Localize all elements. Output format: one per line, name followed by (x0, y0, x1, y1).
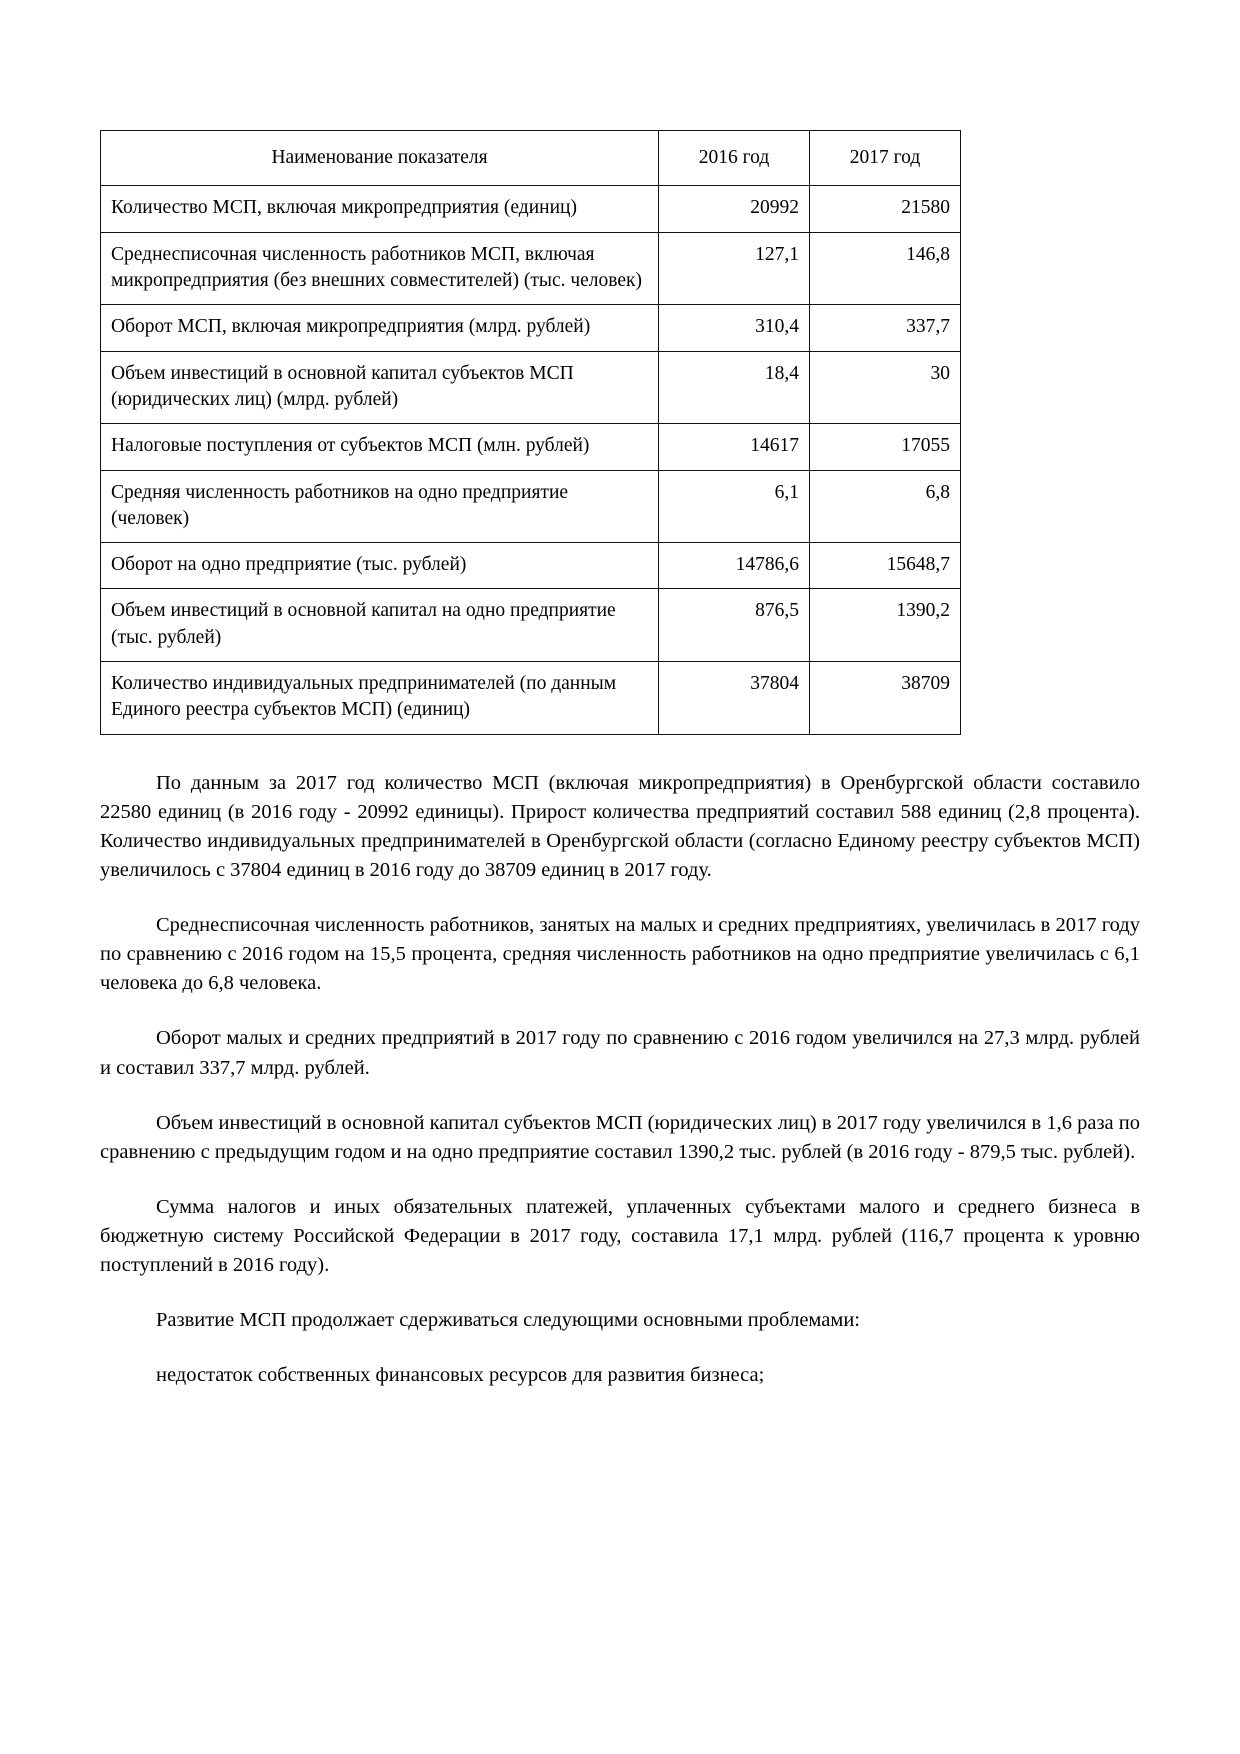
column-header-2016: 2016 год (659, 131, 810, 186)
row-value-2016: 876,5 (659, 589, 810, 662)
paragraph-problems-intro: Развитие МСП продолжает сдерживаться следующими основными проблемами: (156, 1309, 860, 1332)
table-header (101, 131, 961, 186)
column-header-indicator: Наименование показателя (101, 131, 659, 186)
paragraph-sme-count: По данным за 2017 год количество МСП (включая микропредприятия) в Оренбургской области составило 22580 единиц (в 2016 году - 20992 единицы). Прирост количества предприятий составил 588 единиц (2,8 процента). Количество индивидуальных предпринимателей в Оренбургской области (согласно Единому реестру субъектов МСП) увеличилось с 37804 единиц в 2016 году до 38709 единиц в 2017 году. (100, 771, 1140, 882)
table-header-row (101, 131, 961, 186)
paragraph-headcount: Среднесписочная численность работников, занятых на малых и средних предприятиях, увеличилась в 2017 году по сравнению с 2016 годом на 15,5 процента, средняя численность работников на одно предприятие увеличилась с 6,1 человека до 6,8 человека. (100, 914, 1140, 995)
table-row (101, 543, 961, 589)
row-value-2016: 127,1 (659, 232, 810, 305)
row-value-2017: 30 (810, 351, 961, 424)
table-row (101, 589, 961, 662)
row-value-2017: 337,7 (810, 305, 961, 351)
row-label: Среднесписочная численность работников МСП, включая микропредприятия (без внешних совместителей) (тыс. человек) (101, 232, 659, 305)
row-label: Объем инвестиций в основной капитал на одно предприятие (тыс. рублей) (101, 589, 659, 662)
row-value-2017: 17055 (810, 424, 961, 470)
row-label: Оборот на одно предприятие (тыс. рублей) (101, 543, 659, 589)
row-label: Количество индивидуальных предпринимателей (по данным Единого реестра субъектов МСП) (единиц) (101, 662, 659, 735)
body-text (100, 769, 1140, 1391)
row-value-2017: 21580 (810, 186, 961, 232)
row-label: Налоговые поступления от субъектов МСП (млн. рублей) (101, 424, 659, 470)
row-label: Оборот МСП, включая микропредприятия (млрд. рублей) (101, 305, 659, 351)
table-row (101, 351, 961, 424)
paragraph-problem-item-1: недостаток собственных финансовых ресурсов для развития бизнеса; (156, 1364, 765, 1387)
table-row (101, 470, 961, 543)
paragraph-turnover: Оборот малых и средних предприятий в 2017 году по сравнению с 2016 годом увеличился на 27,3 млрд. рублей и составил 337,7 млрд. рублей. (100, 1027, 1140, 1079)
row-value-2016: 18,4 (659, 351, 810, 424)
row-value-2016: 310,4 (659, 305, 810, 351)
column-header-2017: 2017 год (810, 131, 961, 186)
row-value-2016: 20992 (659, 186, 810, 232)
row-value-2016: 14786,6 (659, 543, 810, 589)
paragraph-taxes: Сумма налогов и иных обязательных платежей, уплаченных субъектами малого и среднего бизнеса в бюджетную систему Российской Федерации в 2017 году, составила 17,1 млрд. рублей (116,7 процента к уровню поступлений в 2016 году). (100, 1195, 1140, 1277)
row-value-2016: 6,1 (659, 470, 810, 543)
row-value-2017: 1390,2 (810, 589, 961, 662)
table-row (101, 424, 961, 470)
row-value-2017: 6,8 (810, 470, 961, 543)
table-row (101, 305, 961, 351)
sme-statistics-table (100, 130, 961, 735)
paragraph-investment: Объем инвестиций в основной капитал субъектов МСП (юридических лиц) в 2017 году увеличился в 1,6 раза по сравнению с предыдущим годом и на одно предприятие составил 1390,2 тыс. рублей (в 2016 году - 879,5 тыс. рублей). (100, 1111, 1140, 1163)
row-value-2017: 15648,7 (810, 543, 961, 589)
table-row (101, 662, 961, 735)
row-value-2017: 146,8 (810, 232, 961, 305)
table-row (101, 232, 961, 305)
row-label: Объем инвестиций в основной капитал субъектов МСП (юридических лиц) (млрд. рублей) (101, 351, 659, 424)
row-value-2017: 38709 (810, 662, 961, 735)
row-value-2016: 37804 (659, 662, 810, 735)
row-value-2016: 14617 (659, 424, 810, 470)
row-label: Количество МСП, включая микропредприятия (единиц) (101, 186, 659, 232)
table-body (101, 186, 961, 734)
row-label: Средняя численность работников на одно предприятие (человек) (101, 470, 659, 543)
table-row (101, 186, 961, 232)
